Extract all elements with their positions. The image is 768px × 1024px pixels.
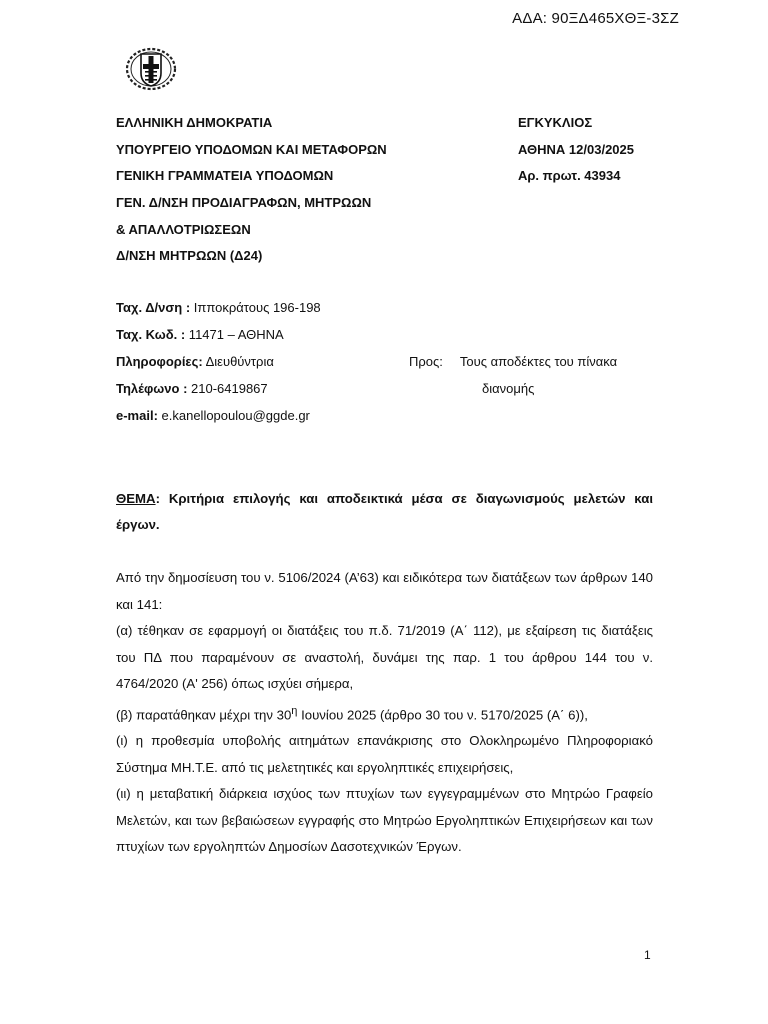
subject-line — [116, 486, 653, 538]
document-info-block — [518, 112, 634, 192]
body-paragraph: Από την δημοσίευση του ν. 5106/2024 (Α’63) και ειδικότερα των διατάξεων των άρθρων 140 και 141: — [116, 570, 653, 612]
info-label: Πληροφορίες: — [116, 354, 203, 369]
recipients-line — [409, 351, 617, 378]
document-type: ΕΓΚΥΚΛΙΟΣ — [518, 115, 593, 130]
superscript: η — [291, 704, 298, 717]
info-value: Διευθύντρια — [202, 354, 274, 369]
body-paragraph: (ιι) η μεταβατική διάρκεια ισχύος των πτυχίων των εγγεγραμμένων στο Μητρώο Γραφείο Μελετών, και των βεβαιώσεων εγγραφής στο Μητρώο Εργοληπτικών Επιχειρήσεων και των πτυχίων των εργοληπτών Δημοσίων Δασοτεχνικών Έργων. — [116, 786, 653, 855]
contact-details — [116, 297, 321, 432]
document-date: ΑΘΗΝΑ 12/03/2025 — [518, 141, 634, 157]
body-text: (β) παρατάθηκαν μέχρι την 30 — [116, 706, 292, 722]
body-paragraph — [116, 698, 653, 729]
authority-line: & ΑΠΑΛΛΟΤΡΙΩΣΕΩΝ — [116, 221, 251, 237]
email-value: e.kanellopoulou@ggde.gr — [157, 408, 310, 423]
subject-text: : Κριτήρια επιλογής και αποδεικτικά μέσα σε διαγωνισμούς μελετών και έργων. — [116, 491, 653, 532]
authority-line: ΓΕΝΙΚΗ ΓΡΑΜΜΑΤΕΙΑ ΥΠΟΔΟΜΩΝ — [116, 168, 334, 184]
issuing-authority-block — [116, 112, 387, 272]
postcode-label: Ταχ. Κωδ. : — [116, 327, 186, 342]
info-row — [116, 351, 321, 378]
phone-row — [116, 378, 321, 405]
recipients-block — [409, 351, 617, 400]
authority-line: ΥΠΟΥΡΓΕΙΟ ΥΠΟΔΟΜΩΝ ΚΑΙ ΜΕΤΑΦΟΡΩΝ — [116, 141, 387, 157]
address-value: Ιπποκράτους 196-198 — [190, 300, 321, 315]
authority-line: Δ/ΝΣΗ ΜΗΤΡΩΩΝ (Δ24) — [116, 248, 263, 264]
subject-label: ΘΕΜΑ — [116, 491, 156, 506]
body-paragraph: (α) τέθηκαν σε εφαρμογή οι διατάξεις του π.δ. 71/2019 (Α΄ 112), με εξαίρεση τις διατάξεις του ΠΔ που παραμένουν σε αναστολή, δυνάμει της παρ. 1 του άρθρου 144 του ν. 4764/2020 (Α' 256) όπως ισχύει σήμερα, — [116, 623, 653, 691]
address-label: Ταχ. Δ/νση : — [116, 300, 191, 315]
body-paragraph: (ι) η προθεσμία υποβολής αιτημάτων επανάκρισης στο Ολοκληρωμένο Πληροφοριακό Σύστημα ΜΗ.Τ.Ε. από τις μελετητικές και εργοληπτικές επιχειρήσεις, — [116, 733, 653, 775]
email-row — [116, 405, 321, 432]
recipients-line-2: διανομής — [482, 381, 535, 396]
ada-code: ΑΔΑ: 90ΞΔ465ΧΘΞ-3ΣΖ — [512, 10, 679, 27]
email-label: e-mail: — [116, 408, 158, 423]
authority-line: ΕΛΛΗΝΙΚΗ ΔΗΜΟΚΡΑΤΙΑ — [116, 115, 273, 130]
postcode-value: 11471 – ΑΘΗΝΑ — [185, 327, 284, 342]
address-row — [116, 297, 321, 324]
recipients-label: Προς: — [409, 354, 443, 369]
recipients-text: Τους αποδέκτες του πίνακα — [459, 354, 618, 369]
phone-label: Τηλέφωνο : — [116, 381, 188, 396]
circular-body — [116, 565, 653, 861]
greek-coat-of-arms-icon — [124, 45, 178, 91]
page-number: 1 — [644, 948, 651, 962]
postcode-row — [116, 324, 321, 351]
authority-line: ΓΕΝ. Δ/ΝΣΗ ΠΡΟΔΙΑΓΡΑΦΩΝ, ΜΗΤΡΩΩΝ — [116, 195, 372, 211]
phone-value: 210-6419867 — [187, 381, 268, 396]
body-text: Ιουνίου 2025 (άρθρο 30 του ν. 5170/2025 (Α΄ 6)), — [297, 706, 588, 722]
protocol-number: Αρ. πρωτ. 43934 — [518, 168, 621, 184]
